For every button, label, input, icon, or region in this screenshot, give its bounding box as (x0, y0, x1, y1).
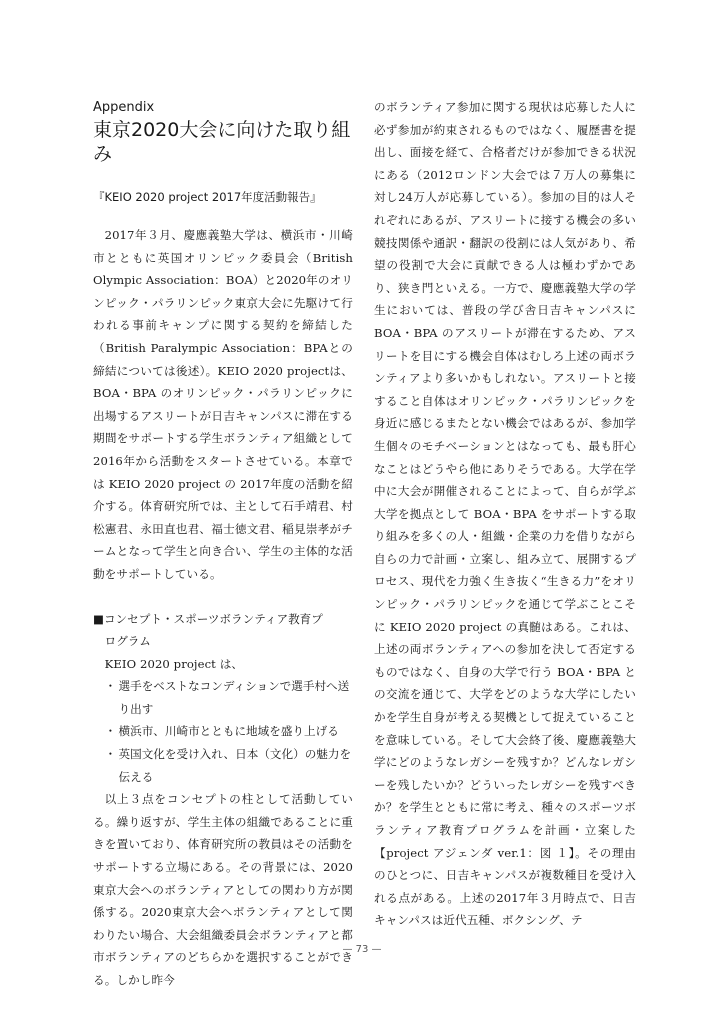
section-heading-line-1: ■コンセプト・スポーツボランティア教育プ (93, 611, 323, 626)
concept-body-paragraph: 以上３点をコンセプトの柱として活動している。繰り返すが、学生主体の組織であることに重きを置いており、体育研究所の教員はその活動をサポートする立場にある。その背景には、2020東京大会へのボランティアとしての関わり方が関係する。2020東京大会へボランティアとして関わりたい場合、大会組織委員会ボランティアと都市ボランティアのどちらかを選択することができる。しかし昨今 (93, 792, 353, 987)
left-column (93, 96, 353, 992)
list-item (93, 743, 353, 788)
page-number: — 73 — (342, 944, 382, 955)
bullet-mark: ・ (104, 724, 117, 739)
section-heading (93, 608, 353, 653)
bullet-mark: ・ (104, 747, 117, 762)
list-item-text: 英国文化を受け入れ、日本（文化）の魅力を伝える (118, 747, 352, 784)
intro-paragraph: 2017年３月、慶應義塾大学は、横浜市・川崎市とともに英国オリンピック委員会（British Olympic Association：BOA）と2020年のオリンピック・パラリンピック東京大会に先駆けて行われる事前キャンプに関する契約を締結した（British Paralympic Association：BPAとの締結については後述）。KEIO 2020 projectは、BOA・BPA のオリンピック・パラリンピックに出場するアスリートが日吉キャンパスに滞在する期間をサポートする学生ボランティア組織として2016年から活動をスタートさせている。本章では KEIO 2020 project の 2017年度の活動を紹介する。体育研究所では、主として石手靖君、村松憲君、永田直也君、福士徳文君、稲見崇孝がチームとなって学生と向き合い、学生の主体的な活動をサポートしている。 (93, 228, 353, 581)
list-item (93, 675, 353, 720)
list-item-text: 選手をベストなコンディションで選手村へ送り出す (118, 679, 350, 716)
appendix-label: Appendix (93, 100, 155, 115)
list-item (93, 720, 353, 743)
concept-list (93, 675, 353, 788)
bullet-mark: ・ (104, 679, 117, 694)
page-title: 東京2020大会に向けた取り組み (93, 119, 351, 165)
section-heading-line-2: ログラム (104, 634, 151, 649)
list-item-text: 横浜市、川崎市とともに地域を盛り上げる (118, 724, 339, 739)
right-column (374, 96, 636, 932)
continued-paragraph: のボランティア参加に関する現状は応募した人に必ず参加が約束されるものではなく、履歴書を提出し、面接を経て、合格者だけが参加できる状況にある（2012ロンドン大会では７万人の募集に対し24万人が応募している）。参加の目的は人それぞれにあるが、アスリートに接する機会の多い競技関係や通訳・翻訳の役割には人気があり、希望の役割で大会に貢献できる人は極わずかであり、狭き門といえる。一方で、慶應義塾大学の学生においては、普段の学び舎日吉キャンパスに BOA・BPA のアスリートが滞在するため、アスリートを目にする機会自体はむしろ上述の両ボランティアより多いかもしれない。アスリートと接すること自体はオリンピック・パラリンピックを身近に感じるまたとない機会ではあるが、参加学生個々のモチベーションとはなっても、最も肝心なことはどうやら他にありそうである。大学在学中に大会が開催されることによって、自らが学ぶ大学を拠点として BOA・BPA をサポートする取り組みを多くの人・組織・企業の力を借りながら自らの力で計画・立案し、組み立て、展開するプロセス、現代を力強く生き抜く“生きる力”をオリンピック・パラリンピックを通じて学ぶことこそに KEIO 2020 project の真髄はある。これは、上述の両ボランティアへの参加を決して否定するものではなく、自身の大学で行う BOA・BPA との交流を通じて、大学をどのような大学にしたいかを学生自身が考える契機として捉えていることを意味している。そして大会終了後、慶應義塾大学にどのようなレガシーを残すか？どんなレガシーを残したいか？どういったレガシーを残すべきか？を学生とともに常に考え、種々のスポーツボランティア教育プログラムを計画・立案した【project アジェンダ ver.1：図 １】。その理由のひとつに、日吉キャンパスが複数種目を受け入れる点がある。上述の2017年３月時点で、日吉キャンパスは近代五種、ボクシング、テ (374, 100, 636, 928)
report-title: 『KEIO 2020 project 2017年度活動報告』 (93, 190, 322, 204)
concept-lead: KEIO 2020 project は、 (104, 656, 244, 671)
